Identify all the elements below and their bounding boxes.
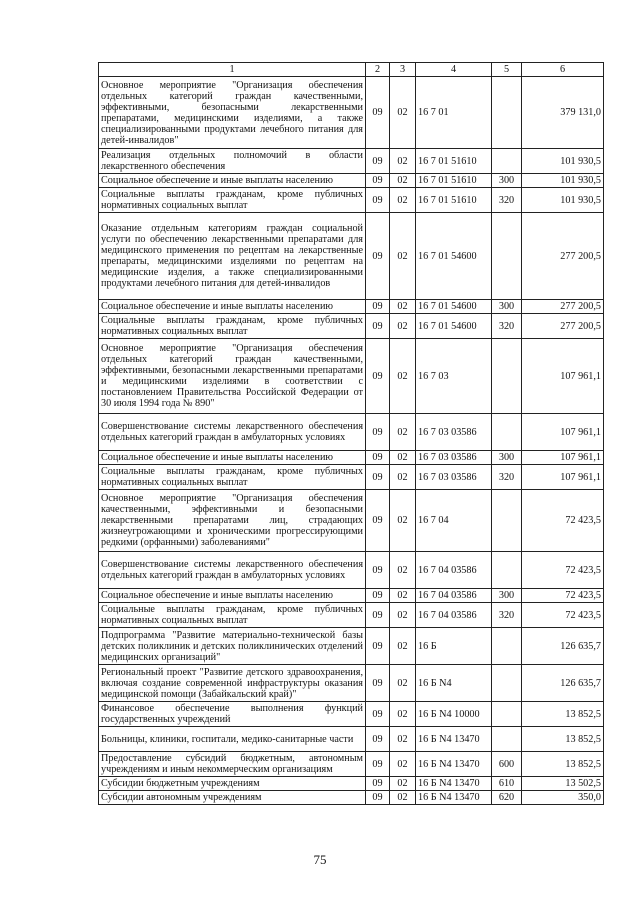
row-target-code-cell: 16 7 03 03586: [416, 414, 492, 451]
row-name-cell: Основное мероприятие "Организация обеспечения отдельных категорий граждан качественными, эффективными, безопасными лекарственными препаратами, медицинскими изделиями, а также специализированными продуктами лечебного питания для детей-инвалидов": [99, 77, 366, 149]
header-cell: 2: [366, 63, 390, 77]
row-subsection-cell: 02: [390, 777, 416, 791]
row-expense-type-cell: [492, 414, 522, 451]
row-section-cell: 09: [366, 777, 390, 791]
table-row: [99, 702, 604, 727]
row-expense-type-cell: [492, 552, 522, 589]
row-name-cell: Социальное обеспечение и иные выплаты населению: [99, 451, 366, 465]
row-section-cell: 09: [366, 490, 390, 552]
row-amount-cell: 72 423,5: [522, 552, 604, 589]
row-amount-cell: 126 635,7: [522, 665, 604, 702]
row-name-cell: Реализация отдельных полномочий в области лекарственного обеспечения: [99, 149, 366, 174]
row-expense-type-cell: 320: [492, 603, 522, 628]
row-name-cell: Совершенствование системы лекарственного обеспечения отдельных категорий граждан в амбулаторных условиях: [99, 414, 366, 451]
row-section-cell: 09: [366, 414, 390, 451]
budget-table: [98, 62, 604, 805]
row-subsection-cell: 02: [390, 603, 416, 628]
row-subsection-cell: 02: [390, 465, 416, 490]
table-row: [99, 552, 604, 589]
table-body: [99, 77, 604, 805]
row-amount-cell: 126 635,7: [522, 628, 604, 665]
row-amount-cell: 13 852,5: [522, 702, 604, 727]
row-section-cell: 09: [366, 300, 390, 314]
row-subsection-cell: 02: [390, 727, 416, 752]
row-expense-type-cell: [492, 727, 522, 752]
header-row: [99, 63, 604, 77]
table-row: [99, 188, 604, 213]
table-row: [99, 752, 604, 777]
row-target-code-cell: 16 7 01 51610: [416, 174, 492, 188]
row-name-cell: Социальные выплаты гражданам, кроме публичных нормативных социальных выплат: [99, 465, 366, 490]
row-target-code-cell: 16 7 03 03586: [416, 451, 492, 465]
row-target-code-cell: 16 7 01 51610: [416, 149, 492, 174]
row-name-cell: Субсидии бюджетным учреждениям: [99, 777, 366, 791]
row-target-code-cell: 16 7 01 54600: [416, 300, 492, 314]
row-section-cell: 09: [366, 603, 390, 628]
row-section-cell: 09: [366, 702, 390, 727]
row-target-code-cell: 16 7 01 54600: [416, 314, 492, 339]
row-name-cell: Основное мероприятие "Организация обеспечения отдельных категорий граждан качественными, эффективными, безопасными лекарственными препаратами и медицинскими изделиями в соответствии с постановлением Правительства Российской Федерации от 30 июля 1994 года № 890": [99, 339, 366, 414]
row-section-cell: 09: [366, 752, 390, 777]
table-row: [99, 174, 604, 188]
row-amount-cell: 350,0: [522, 791, 604, 805]
row-amount-cell: 107 961,1: [522, 339, 604, 414]
row-subsection-cell: 02: [390, 174, 416, 188]
row-expense-type-cell: 610: [492, 777, 522, 791]
row-expense-type-cell: 300: [492, 451, 522, 465]
row-section-cell: 09: [366, 665, 390, 702]
row-amount-cell: 72 423,5: [522, 490, 604, 552]
row-subsection-cell: 02: [390, 300, 416, 314]
row-amount-cell: 13 852,5: [522, 752, 604, 777]
row-subsection-cell: 02: [390, 791, 416, 805]
row-subsection-cell: 02: [390, 702, 416, 727]
row-amount-cell: 101 930,5: [522, 188, 604, 213]
row-subsection-cell: 02: [390, 589, 416, 603]
table-row: [99, 465, 604, 490]
row-section-cell: 09: [366, 213, 390, 300]
row-amount-cell: 277 200,5: [522, 300, 604, 314]
row-name-cell: Социальные выплаты гражданам, кроме публичных нормативных социальных выплат: [99, 603, 366, 628]
row-name-cell: Подпрограмма "Развитие материально-технической базы детских поликлиник и детских поликлинических отделений медицинских организаций": [99, 628, 366, 665]
row-target-code-cell: 16 Б N4 13470: [416, 777, 492, 791]
row-name-cell: Социальное обеспечение и иные выплаты населению: [99, 300, 366, 314]
row-subsection-cell: 02: [390, 665, 416, 702]
row-amount-cell: 107 961,1: [522, 451, 604, 465]
row-section-cell: 09: [366, 77, 390, 149]
table-row: [99, 777, 604, 791]
row-expense-type-cell: [492, 702, 522, 727]
row-expense-type-cell: 300: [492, 589, 522, 603]
row-section-cell: 09: [366, 149, 390, 174]
row-target-code-cell: 16 7 04 03586: [416, 589, 492, 603]
table-row: [99, 451, 604, 465]
row-amount-cell: 277 200,5: [522, 213, 604, 300]
table-row: [99, 727, 604, 752]
header-cell: 3: [390, 63, 416, 77]
row-name-cell: Социальные выплаты гражданам, кроме публичных нормативных социальных выплат: [99, 314, 366, 339]
table-row: [99, 414, 604, 451]
row-target-code-cell: 16 7 03 03586: [416, 465, 492, 490]
table-row: [99, 603, 604, 628]
row-amount-cell: 13 852,5: [522, 727, 604, 752]
row-section-cell: 09: [366, 451, 390, 465]
row-amount-cell: 107 961,1: [522, 465, 604, 490]
row-expense-type-cell: 300: [492, 300, 522, 314]
row-target-code-cell: 16 Б N4 13470: [416, 791, 492, 805]
row-expense-type-cell: 320: [492, 465, 522, 490]
table-row: [99, 314, 604, 339]
row-subsection-cell: 02: [390, 752, 416, 777]
row-target-code-cell: 16 7 01 54600: [416, 213, 492, 300]
row-amount-cell: 277 200,5: [522, 314, 604, 339]
row-section-cell: 09: [366, 791, 390, 805]
row-target-code-cell: 16 7 03: [416, 339, 492, 414]
row-expense-type-cell: 320: [492, 314, 522, 339]
row-name-cell: Больницы, клиники, госпитали, медико-санитарные части: [99, 727, 366, 752]
table-row: [99, 300, 604, 314]
row-expense-type-cell: [492, 339, 522, 414]
table-row: [99, 490, 604, 552]
row-name-cell: Региональный проект "Развитие детского здравоохранения, включая создание современной инфраструктуры оказания медицинской помощи (Забайкальский край)": [99, 665, 366, 702]
row-target-code-cell: 16 7 04 03586: [416, 552, 492, 589]
row-section-cell: 09: [366, 339, 390, 414]
row-amount-cell: 72 423,5: [522, 603, 604, 628]
row-name-cell: Социальное обеспечение и иные выплаты населению: [99, 589, 366, 603]
row-amount-cell: 13 502,5: [522, 777, 604, 791]
row-section-cell: 09: [366, 188, 390, 213]
row-section-cell: 09: [366, 314, 390, 339]
row-target-code-cell: 16 Б N4: [416, 665, 492, 702]
row-subsection-cell: 02: [390, 314, 416, 339]
row-section-cell: 09: [366, 727, 390, 752]
row-subsection-cell: 02: [390, 490, 416, 552]
row-target-code-cell: 16 Б N4 10000: [416, 702, 492, 727]
table-row: [99, 791, 604, 805]
header-cell: 6: [522, 63, 604, 77]
row-name-cell: Основное мероприятие "Организация обеспечения качественными, эффективными и безопасными лекарственными препаратами лиц, страдающих жизнеугрожающими и хроническими прогрессирующими редкими (орфанными) заболеваниями": [99, 490, 366, 552]
header-cell: 5: [492, 63, 522, 77]
row-expense-type-cell: [492, 665, 522, 702]
row-subsection-cell: 02: [390, 414, 416, 451]
row-expense-type-cell: 320: [492, 188, 522, 213]
row-name-cell: Совершенствование системы лекарственного обеспечения отдельных категорий граждан в амбулаторных условиях: [99, 552, 366, 589]
row-amount-cell: 107 961,1: [522, 414, 604, 451]
row-expense-type-cell: [492, 77, 522, 149]
row-amount-cell: 72 423,5: [522, 589, 604, 603]
row-amount-cell: 101 930,5: [522, 174, 604, 188]
row-target-code-cell: 16 7 01: [416, 77, 492, 149]
header-cell: 4: [416, 63, 492, 77]
row-name-cell: Социальные выплаты гражданам, кроме публичных нормативных социальных выплат: [99, 188, 366, 213]
row-section-cell: 09: [366, 628, 390, 665]
row-expense-type-cell: [492, 628, 522, 665]
row-expense-type-cell: [492, 149, 522, 174]
row-subsection-cell: 02: [390, 77, 416, 149]
row-subsection-cell: 02: [390, 188, 416, 213]
row-subsection-cell: 02: [390, 451, 416, 465]
table-row: [99, 339, 604, 414]
row-expense-type-cell: [492, 213, 522, 300]
row-subsection-cell: 02: [390, 213, 416, 300]
row-target-code-cell: 16 7 04: [416, 490, 492, 552]
row-target-code-cell: 16 7 01 51610: [416, 188, 492, 213]
header-cell: 1: [99, 63, 366, 77]
row-target-code-cell: 16 Б N4 13470: [416, 727, 492, 752]
row-name-cell: Субсидии автономным учреждениям: [99, 791, 366, 805]
row-expense-type-cell: 620: [492, 791, 522, 805]
row-target-code-cell: 16 Б: [416, 628, 492, 665]
row-section-cell: 09: [366, 174, 390, 188]
table-row: [99, 665, 604, 702]
row-expense-type-cell: 600: [492, 752, 522, 777]
row-section-cell: 09: [366, 552, 390, 589]
row-expense-type-cell: 300: [492, 174, 522, 188]
row-amount-cell: 379 131,0: [522, 77, 604, 149]
table-row: [99, 149, 604, 174]
row-target-code-cell: 16 Б N4 13470: [416, 752, 492, 777]
table-row: [99, 628, 604, 665]
row-name-cell: Социальное обеспечение и иные выплаты населению: [99, 174, 366, 188]
row-subsection-cell: 02: [390, 628, 416, 665]
table-row: [99, 589, 604, 603]
row-name-cell: Финансовое обеспечение выполнения функций государственных учреждений: [99, 702, 366, 727]
row-subsection-cell: 02: [390, 339, 416, 414]
row-target-code-cell: 16 7 04 03586: [416, 603, 492, 628]
row-name-cell: Предоставление субсидий бюджетным, автономным учреждениям и иным некоммерческим организациям: [99, 752, 366, 777]
row-section-cell: 09: [366, 589, 390, 603]
row-name-cell: Оказание отдельным категориям граждан социальной услуги по обеспечению лекарственными препаратами для медицинского применения по рецептам на лекарственные препараты, медицинскими изделиями по рецептам на медицинские изделия, а также специализированными продуктами лечебного питания для детей-инвалидов: [99, 213, 366, 300]
row-subsection-cell: 02: [390, 552, 416, 589]
row-section-cell: 09: [366, 465, 390, 490]
table-row: [99, 213, 604, 300]
page-number: 75: [313, 852, 327, 867]
row-amount-cell: 101 930,5: [522, 149, 604, 174]
row-subsection-cell: 02: [390, 149, 416, 174]
row-expense-type-cell: [492, 490, 522, 552]
table-row: [99, 77, 604, 149]
